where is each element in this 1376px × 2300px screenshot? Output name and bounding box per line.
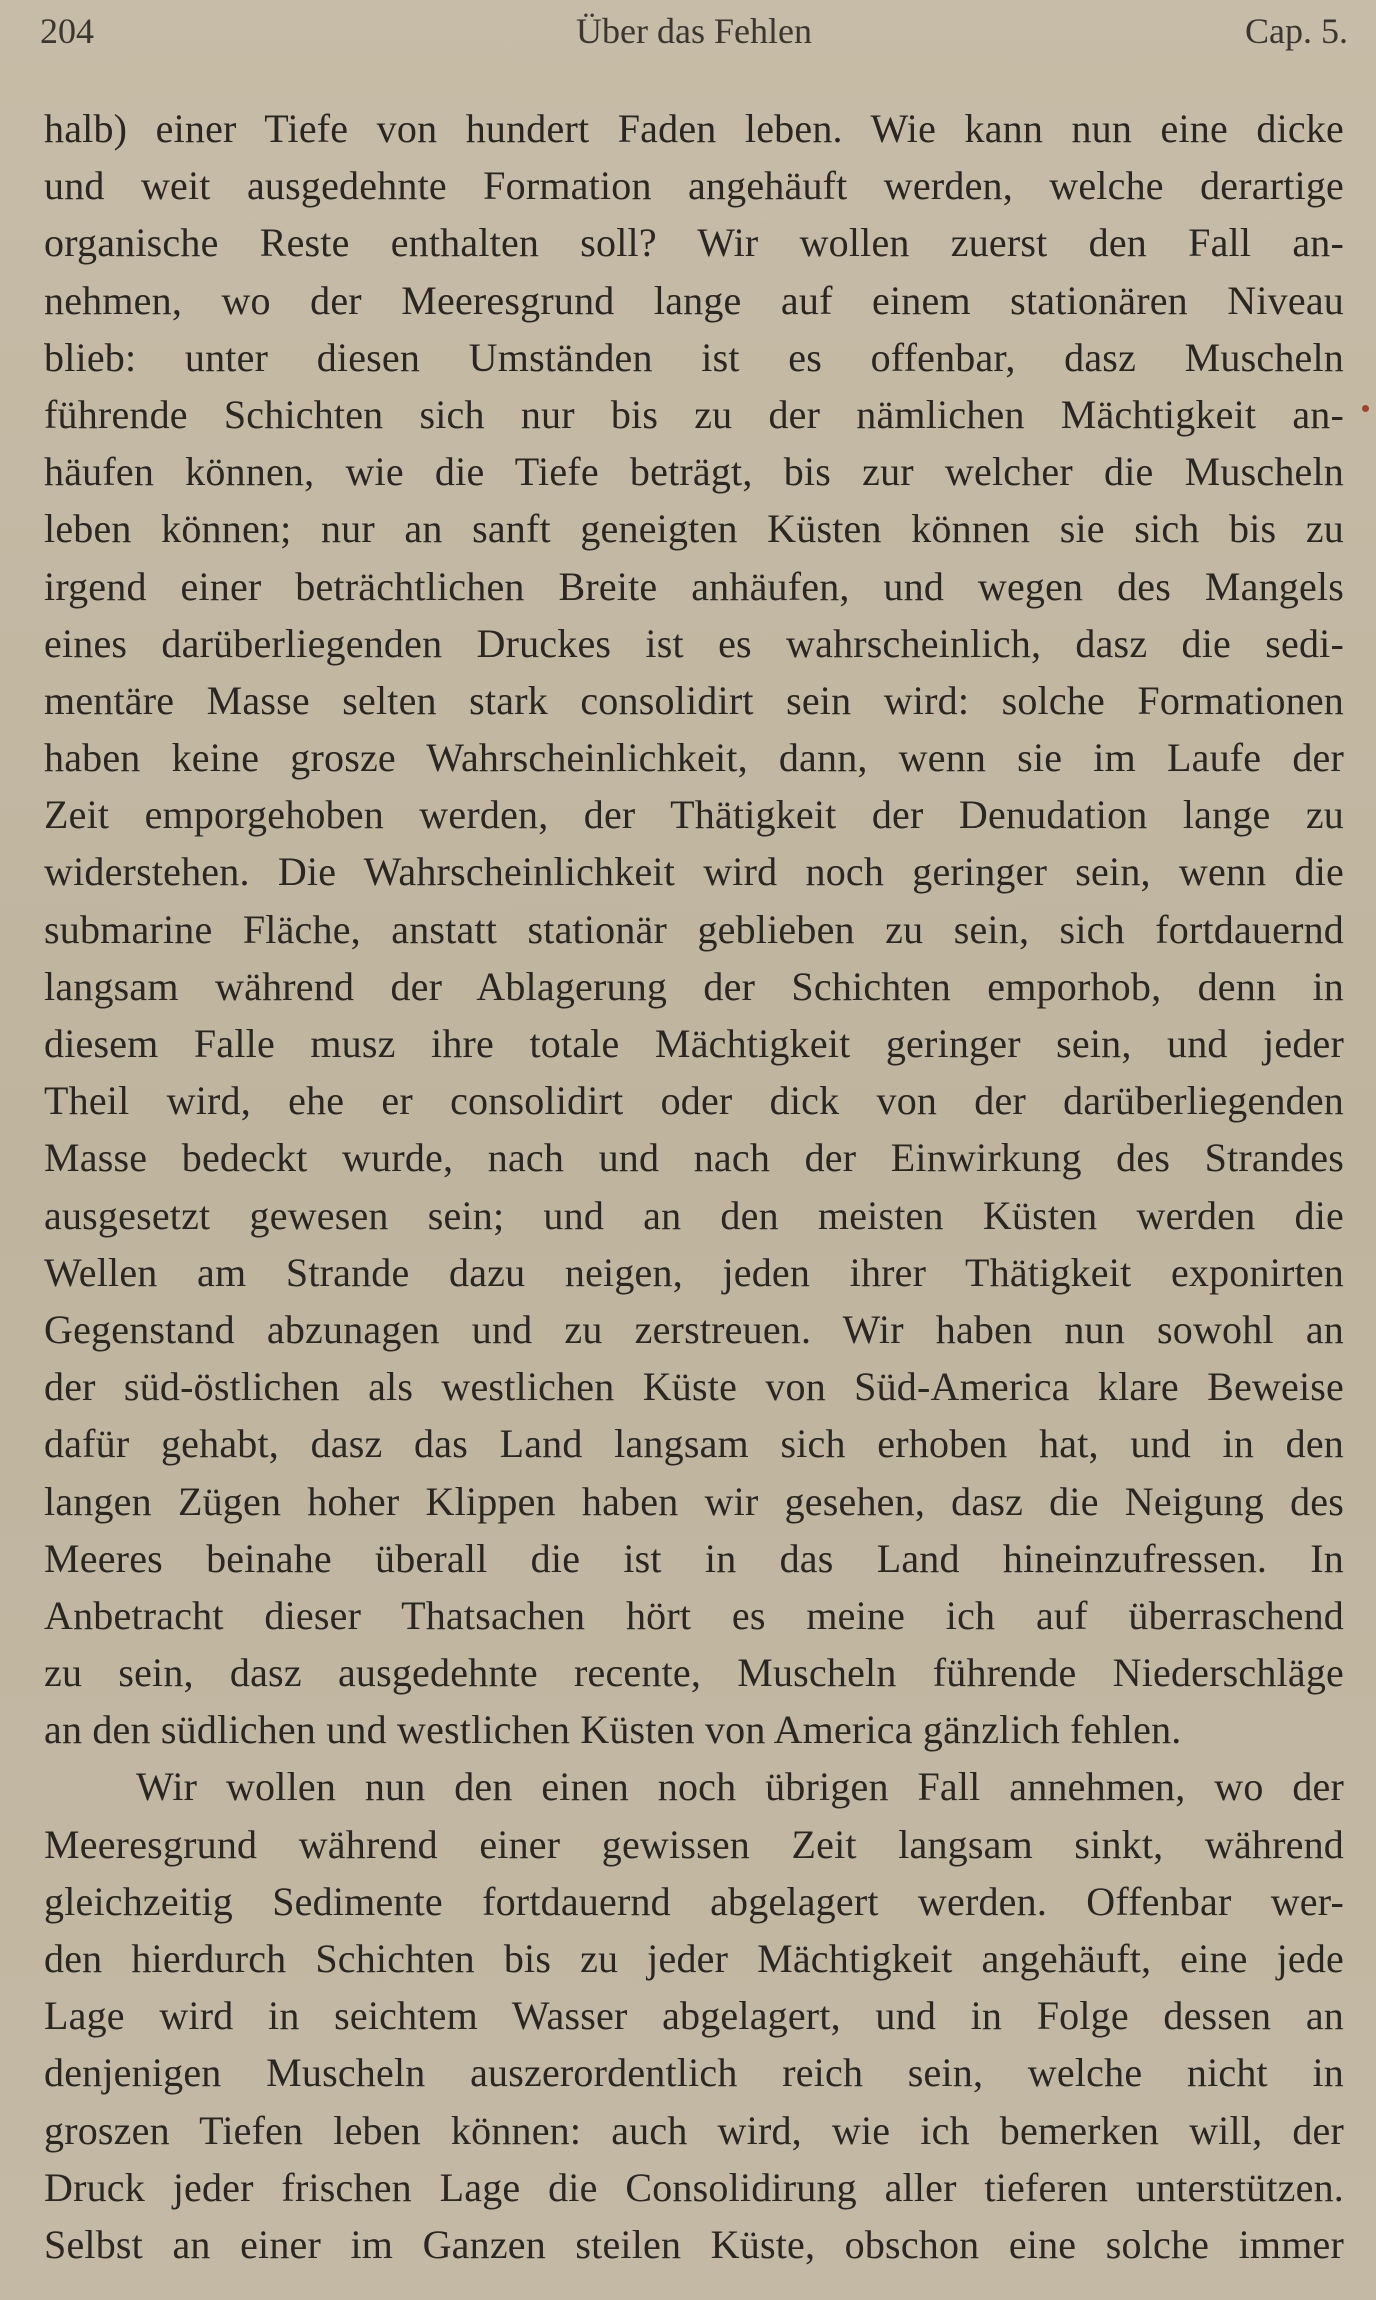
- margin-mark: [1362, 405, 1369, 412]
- text-line: zu sein, dasz ausgedehnte recente, Muscheln führende Niederschläge: [44, 1650, 1344, 1696]
- text-line: und weit ausgedehnte Formation angehäuft werden, welche derartige: [44, 163, 1344, 209]
- text-line: Anbetracht dieser Thatsachen hört es meine ich auf überraschend: [44, 1592, 1344, 1638]
- text-line: den hierdurch Schichten bis zu jeder Mächtigkeit angehäuft, eine jede: [44, 1936, 1344, 1981]
- text-line: Gegenstand abzunagen und zu zerstreuen. Wir haben nun sowohl an: [44, 1306, 1344, 1352]
- text-line: organische Reste enthalten soll? Wir wollen zuerst den Fall an-: [44, 220, 1344, 266]
- text-line: eines darüberliegenden Druckes ist es wahrscheinlich, dasz die sedi-: [44, 620, 1344, 666]
- paragraph-start-line: Wir wollen nun den einen noch übrigen Fall annehmen, wo der: [136, 1764, 1344, 1810]
- text-line: Wellen am Strande dazu neigen, jeden ihrer Thätigkeit exponirten: [44, 1249, 1344, 1295]
- text-line: denjenigen Muscheln auszerordentlich reich sein, welche nicht in: [44, 2050, 1344, 2096]
- text-line: Theil wird, ehe er consolidirt oder dick von der darüberliegenden: [44, 1078, 1344, 1124]
- text-line: ausgesetzt gewesen sein; und an den meisten Küsten werden die: [44, 1192, 1344, 1238]
- paragraph-end-line: an den südlichen und westlichen Küsten von America gänzlich fehlen.: [44, 1707, 1182, 1753]
- text-line: Meeres beinahe überall die ist in das Land hineinzufressen. In: [44, 1535, 1344, 1581]
- text-line: groszen Tiefen leben können: auch wird, wie ich bemerken will, der: [44, 2107, 1344, 2153]
- running-title: Über das Fehlen: [576, 11, 812, 51]
- text-line: gleichzeitig Sedimente fortdauernd abgelagert werden. Offenbar wer-: [44, 1878, 1344, 1924]
- text-line: dafür gehabt, dasz das Land langsam sich erhoben hat, und in den: [44, 1421, 1344, 1467]
- text-line: widerstehen. Die Wahrscheinlichkeit wird noch geringer sein, wenn die: [44, 849, 1344, 895]
- text-line: häufen können, wie die Tiefe beträgt, bis zur welcher die Muscheln: [44, 449, 1344, 495]
- text-line: der süd-östlichen als westlichen Küste von Süd-America klare Beweise: [44, 1364, 1344, 1410]
- text-line: Selbst an einer im Ganzen steilen Küste, obschon eine solche immer: [44, 2221, 1344, 2267]
- text-line: langen Zügen hoher Klippen haben wir gesehen, dasz die Neigung des: [44, 1478, 1344, 1524]
- text-line: nehmen, wo der Meeresgrund lange auf einem stationären Niveau: [44, 277, 1344, 323]
- text-line: Zeit emporgehoben werden, der Thätigkeit der Denudation lange zu: [44, 792, 1344, 838]
- text-line: submarine Fläche, anstatt stationär geblieben zu sein, sich fortdauernd: [44, 906, 1344, 952]
- text-line: führende Schichten sich nur bis zu der nämlichen Mächtigkeit an-: [44, 391, 1344, 437]
- text-line: Meeresgrund während einer gewissen Zeit langsam sinkt, während: [44, 1821, 1344, 1867]
- text-line: irgend einer beträchtlichen Breite anhäufen, und wegen des Mangels: [44, 563, 1344, 609]
- text-line: diesem Falle musz ihre totale Mächtigkeit geringer sein, und jeder: [44, 1021, 1344, 1066]
- text-line: mentäre Masse selten stark consolidirt sein wird: solche Formationen: [44, 677, 1344, 723]
- text-line: Masse bedeckt wurde, nach und nach der Einwirkung des Strandes: [44, 1135, 1344, 1181]
- chapter-label: Cap. 5.: [1245, 11, 1348, 51]
- text-line: langsam während der Ablagerung der Schichten emporhob, denn in: [44, 963, 1344, 1009]
- body-text: [44, 100, 1344, 2273]
- text-line: leben können; nur an sanft geneigten Küsten können sie sich bis zu: [44, 506, 1344, 552]
- text-line: Druck jeder frischen Lage die Consolidirung aller tieferen unterstützen.: [44, 2164, 1344, 2210]
- text-line: haben keine grosze Wahrscheinlichkeit, dann, wenn sie im Laufe der: [44, 735, 1344, 781]
- text-line: blieb: unter diesen Umständen ist es offenbar, dasz Muscheln: [44, 334, 1344, 380]
- text-line: Lage wird in seichtem Wasser abgelagert, und in Folge dessen an: [44, 1993, 1344, 2039]
- page-header: [40, 10, 1348, 60]
- text-line: halb) einer Tiefe von hundert Faden leben. Wie kann nun eine dicke: [44, 106, 1344, 151]
- page-number: 204: [40, 11, 94, 51]
